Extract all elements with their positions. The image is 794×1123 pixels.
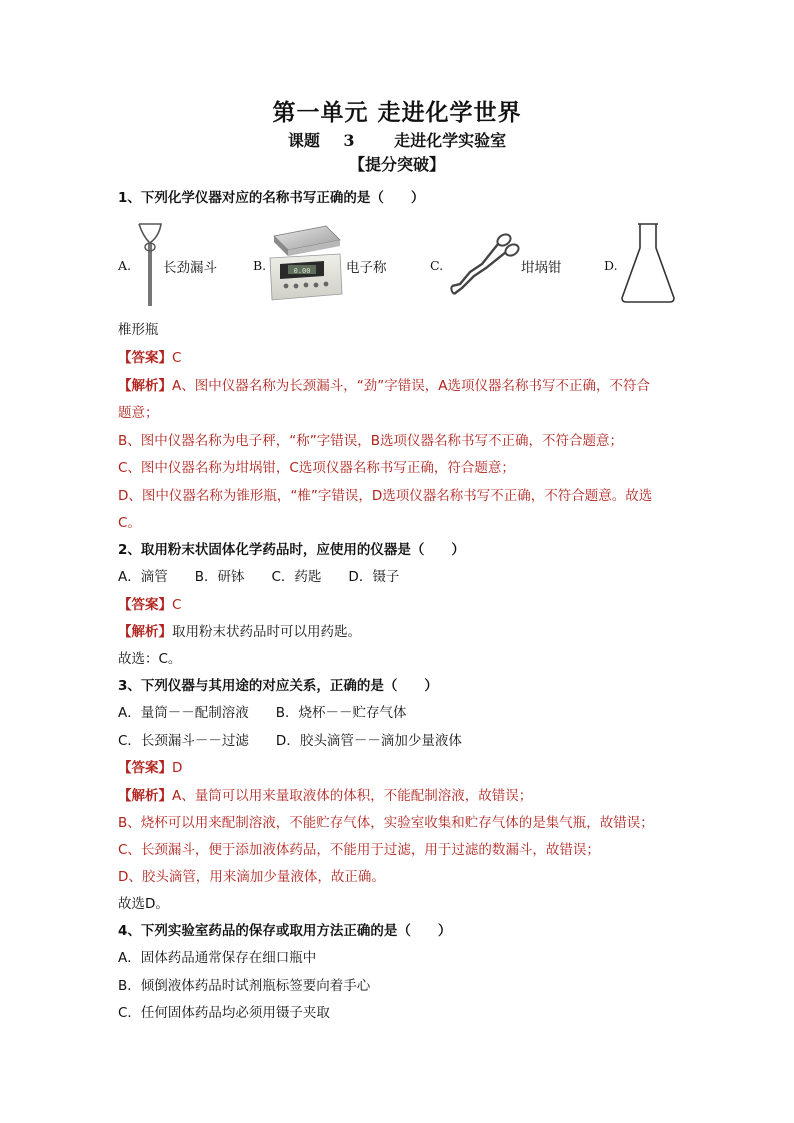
unit-title: 第一单元 走进化学世界 xyxy=(272,99,522,126)
question-1-answer xyxy=(118,348,181,368)
question-2-options: A．滴管 B．研钵 C．药匙 D．镊子 xyxy=(118,569,400,585)
analysis-line: 题意； xyxy=(118,405,159,421)
option-b-letter: B. xyxy=(253,258,267,273)
question-2-answer xyxy=(118,595,181,615)
analysis-line: D、图中仪器名称为锥形瓶，“椎”字错误，D选项仪器名称书写不正确，不符合题意。故选 xyxy=(118,488,653,504)
question-3-options-line: C．长颈漏斗－－过滤 D．胶头滴管－－滴加少量液体 xyxy=(118,733,462,749)
crucible-tongs-icon xyxy=(448,228,520,300)
section-heading: 【提分突破】 xyxy=(348,155,445,174)
question-3-answer xyxy=(118,758,182,778)
answer-tag: 【答案】 xyxy=(118,350,172,366)
analysis-line: C、长颈漏斗，便于添加液体药品，不能用于过滤，用于过滤的数漏斗，故错误； xyxy=(118,842,600,858)
analysis-line: D、胶头滴管，用来滴加少量液体，故正确。 xyxy=(118,869,385,885)
analysis-line: 取用粉末状药品时可以用药匙。 xyxy=(172,624,361,640)
answer-tag: 【答案】 xyxy=(118,597,172,613)
analysis-line: A、图中仪器名称为长颈漏斗，“劲”字错误，A选项仪器名称书写不正确，不符合 xyxy=(172,378,650,394)
analysis-tag: 【解析】 xyxy=(118,378,172,394)
analysis-line: B、图中仪器名称为电子秤，“称”字错误，B选项仪器名称书写不正确，不符合题意； xyxy=(118,433,624,449)
answer-value: D xyxy=(172,760,183,776)
option-a-letter: A. xyxy=(118,258,132,273)
option-c-name: 坩埚钳 xyxy=(521,260,562,276)
analysis-tag: 【解析】 xyxy=(118,624,172,640)
analysis-line: B、烧杯可以用来配制溶液，不能贮存气体，实验室收集和贮存气体的是集气瓶，故错误； xyxy=(118,815,654,831)
question-3-options-line: A．量筒－－配制溶液 B．烧杯－－贮存气体 xyxy=(118,705,407,721)
option-d-name: 椎形瓶 xyxy=(118,322,159,338)
question-4-option: B．倾倒液体药品时试剂瓶标签要向着手心 xyxy=(118,978,371,994)
analysis-line: C、图中仪器名称为坩埚钳，C选项仪器名称书写正确，符合题意； xyxy=(118,460,515,476)
lesson-title: 课题 3 走进化学实验室 xyxy=(287,131,507,150)
answer-value: C xyxy=(172,350,182,366)
question-3-analysis xyxy=(118,786,532,806)
analysis-line: A、量筒可以用来量取液体的体积，不能配制溶液，故错误； xyxy=(172,788,533,804)
question-4-option: A．固体药品通常保存在细口瓶中 xyxy=(118,950,317,966)
option-d-letter: D. xyxy=(604,258,618,273)
scale-display-text: 0.00 xyxy=(293,267,311,275)
question-1-analysis xyxy=(118,376,650,396)
question-2-conclusion: 故选：C。 xyxy=(118,651,182,667)
electronic-scale-icon xyxy=(266,218,344,302)
answer-tag: 【答案】 xyxy=(118,760,172,776)
question-3-stem: 3、下列仪器与其用途的对应关系，正确的是（ ） xyxy=(118,678,438,694)
question-2-analysis xyxy=(118,622,361,642)
option-a-name: 长劲漏斗 xyxy=(163,260,217,276)
question-4-option: C．任何固体药品均必须用镊子夹取 xyxy=(118,1005,330,1021)
option-b-name: 电子称 xyxy=(346,260,387,276)
question-1-stem: 1、下列化学仪器对应的名称书写正确的是（ ） xyxy=(118,190,425,206)
option-c-letter: C. xyxy=(430,258,444,273)
analysis-line: C。 xyxy=(118,515,141,531)
answer-value: C xyxy=(172,597,182,613)
question-4-stem: 4、下列实验室药品的保存或取用方法正确的是（ ） xyxy=(118,923,452,939)
question-2-stem: 2、取用粉末状固体化学药品时，应使用的仪器是（ ） xyxy=(118,542,465,558)
question-3-conclusion: 故选D。 xyxy=(118,896,169,912)
conical-flask-icon xyxy=(618,220,678,304)
analysis-tag: 【解析】 xyxy=(118,788,172,804)
long-neck-funnel-icon xyxy=(135,220,165,310)
